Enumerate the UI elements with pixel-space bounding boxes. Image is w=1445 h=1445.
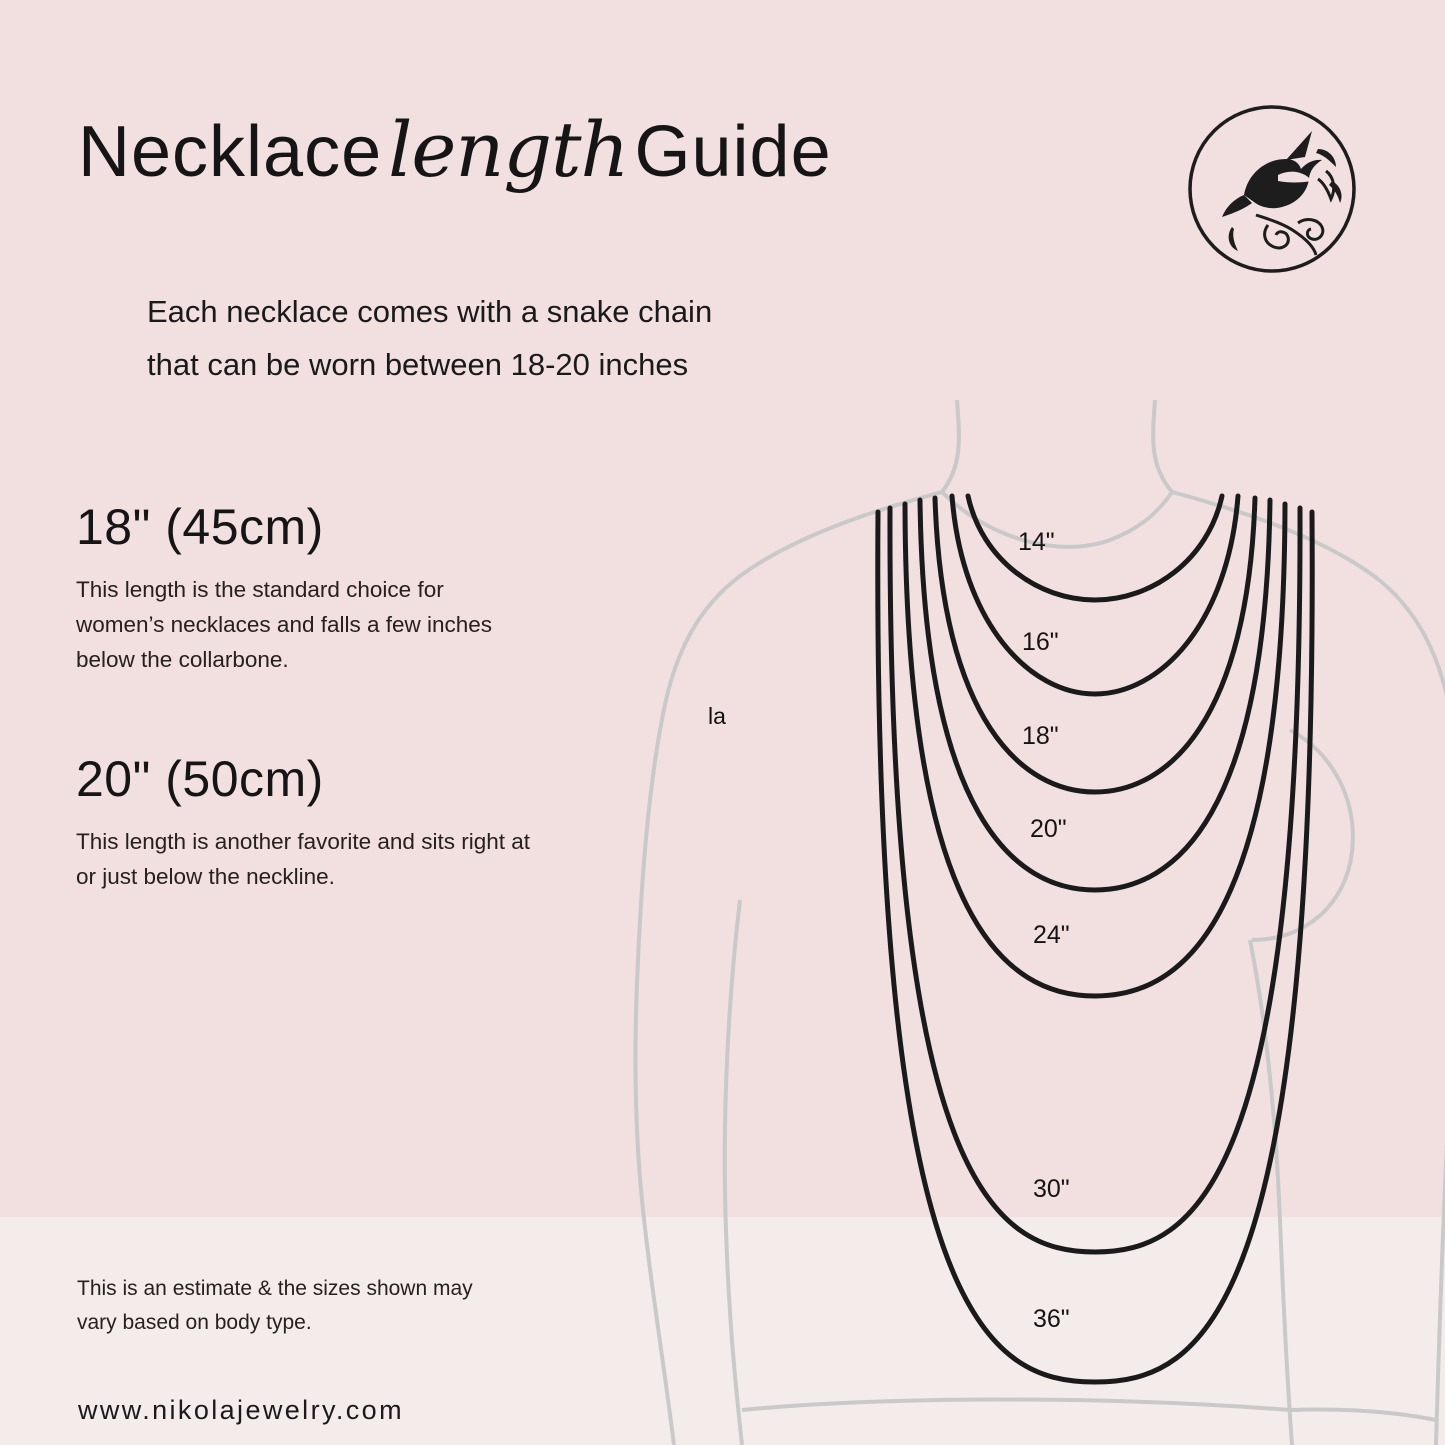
page-title-part1: Necklace (78, 112, 383, 192)
intro-line-1: Each necklace comes with a snake chain (147, 294, 713, 329)
website-url[interactable]: www.nikolajewelry.com (78, 1395, 404, 1425)
chain-label-20: 20" (1030, 815, 1067, 843)
length-description-18in: This length is the standard choice for women’s necklaces and falls a few inches below the collarbone. (76, 577, 493, 672)
page-title-script: length (388, 105, 629, 194)
length-block-18in (76, 496, 536, 677)
chain-label-30: 30" (1033, 1175, 1070, 1203)
chain-label-14: 14" (1018, 528, 1055, 556)
page-title-part2: Guide (634, 112, 832, 192)
intro-line-2: that can be worn between 18-20 inches (147, 347, 689, 382)
disclaimer-text (77, 1272, 597, 1340)
chain-label-18: 18" (1022, 722, 1059, 750)
length-block-20in (76, 748, 536, 894)
chain-label-24: 24" (1033, 921, 1070, 949)
chain-label-36: 36" (1033, 1305, 1070, 1333)
length-description-20in: This length is another favorite and sits right at or just below the neckline. (76, 829, 530, 889)
length-heading-18in: 18" (45cm) (76, 499, 324, 555)
page-title (78, 98, 1078, 208)
disclaimer-line-2: vary based on body type. (77, 1311, 312, 1334)
chain-label-16: 16" (1022, 628, 1059, 656)
necklace-length-diagram (590, 400, 1445, 1445)
diagram-tiny-mark: la (708, 703, 726, 729)
length-heading-20in: 20" (50cm) (76, 751, 324, 807)
hummingbird-logo-icon (1186, 103, 1358, 275)
intro-text (147, 285, 947, 391)
disclaimer-line-1: This is an estimate & the sizes shown may (77, 1277, 473, 1300)
